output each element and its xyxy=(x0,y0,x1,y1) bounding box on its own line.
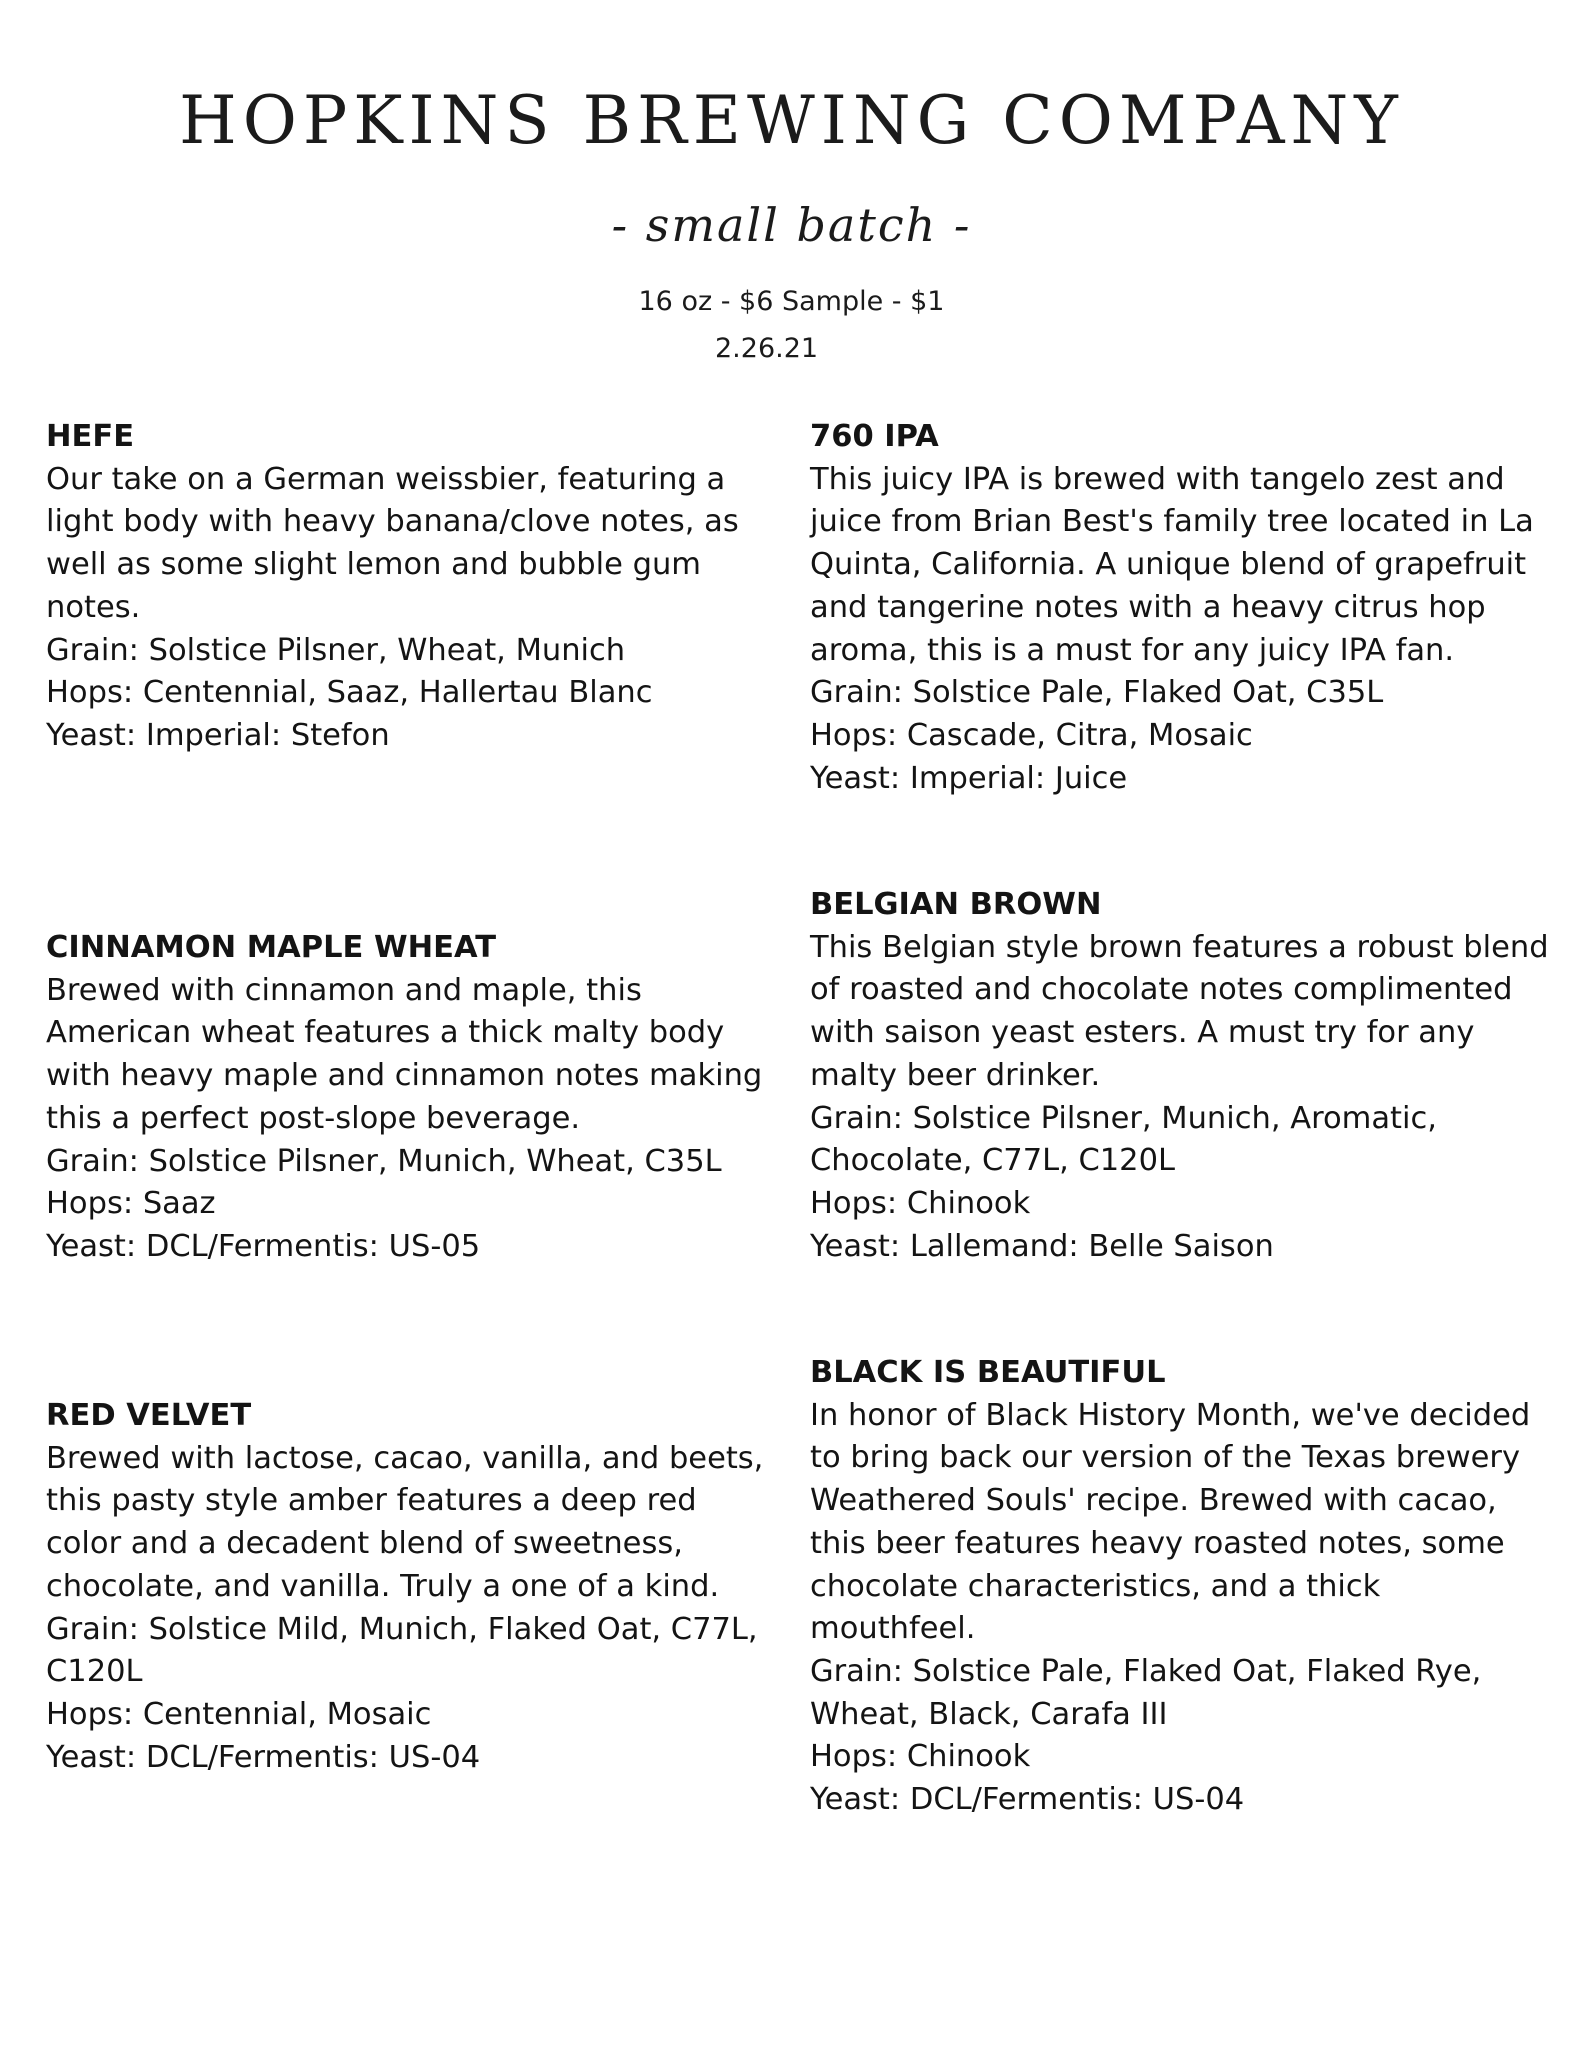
beer-grain: Grain: Solstice Pilsner, Munich, Wheat, C35L xyxy=(46,1143,722,1179)
beer-hops: Hops: Centennial, Mosaic xyxy=(46,1696,432,1732)
beer-name: 760 IPA xyxy=(810,419,939,454)
beer-entry-760-ipa xyxy=(810,416,1550,800)
beer-hops: Hops: Cascade, Citra, Mosaic xyxy=(810,717,1253,753)
beer-hops: Hops: Chinook xyxy=(810,1185,1031,1221)
beer-yeast: Yeast: DCL/Fermentis: US-05 xyxy=(46,1228,481,1264)
menu-subtitle: - small batch - xyxy=(611,198,972,252)
beer-name: BLACK IS BEAUTIFUL xyxy=(810,1355,1166,1390)
beer-name: BELGIAN BROWN xyxy=(810,887,1102,922)
beer-grain: Grain: Solstice Pilsner, Wheat, Munich xyxy=(46,632,626,668)
beer-grain: Grain: Solstice Pale, Flaked Oat, C35L xyxy=(810,675,1384,711)
beer-name: RED VELVET xyxy=(46,1398,252,1433)
beer-yeast: Yeast: DCL/Fermentis: US-04 xyxy=(46,1739,481,1775)
pricing-line: 16 oz - $6 Sample - $1 xyxy=(638,286,945,317)
beer-yeast: Yeast: Lallemand: Belle Saison xyxy=(810,1228,1274,1264)
brewery-title: HOPKINS BREWING COMPANY xyxy=(179,82,1404,159)
beer-entry-hefe xyxy=(46,416,766,758)
beer-hops: Hops: Chinook xyxy=(810,1739,1031,1775)
beer-grain: Grain: Solstice Pilsner, Munich, Aromatic, Chocolate, C77L, C120L xyxy=(810,1100,1437,1179)
menu-date: 2.26.21 xyxy=(715,333,819,364)
beer-entry-red-velvet xyxy=(46,1395,776,1779)
beer-description: Brewed with cinnamon and maple, this American wheat features a thick malty body with heavy maple and cinnamon notes making this a perfect post-slope beverage. xyxy=(46,972,763,1136)
beer-entry-belgian-brown xyxy=(810,884,1550,1268)
beer-description: This Belgian style brown features a robust blend of roasted and chocolate notes complimented with saison yeast esters. A must try for any malty beer drinker. xyxy=(810,929,1549,1093)
beer-description: In honor of Black History Month, we've decided to bring back our version of the Texas brewery Weathered Souls' recipe. Brewed with cacao, this beer features heavy roasted notes, some chocolate characteristics, and a thick mouthfeel. xyxy=(810,1397,1531,1647)
beer-grain: Grain: Solstice Mild, Munich, Flaked Oat, C77L, C120L xyxy=(46,1611,758,1690)
beer-description: Brewed with lactose, cacao, vanilla, and beets, this pasty style amber features a deep red color and a decadent blend of sweetness, chocolate, and vanilla. Truly a one of a kind. xyxy=(46,1440,764,1604)
beer-yeast: Yeast: Imperial: Juice xyxy=(810,760,1128,796)
beer-description: Our take on a German weissbier, featuring a light body with heavy banana/clove notes, as well as some slight lemon and bubble gum notes. xyxy=(46,461,739,625)
beer-yeast: Yeast: Imperial: Stefon xyxy=(46,717,390,753)
beer-yeast: Yeast: DCL/Fermentis: US-04 xyxy=(810,1782,1245,1818)
beer-name: CINNAMON MAPLE WHEAT xyxy=(46,930,497,965)
beer-hops: Hops: Centennial, Saaz, Hallertau Blanc xyxy=(46,675,653,711)
beer-grain: Grain: Solstice Pale, Flaked Oat, Flaked Rye, Wheat, Black, Carafa III xyxy=(810,1653,1482,1732)
beer-entry-black-is-beautiful xyxy=(810,1352,1550,1822)
beer-description: This juicy IPA is brewed with tangelo zest and juice from Brian Best's family tree located in La Quinta, California. A unique blend of grapefruit and tangerine notes with a heavy citrus hop aroma, this is a must for any juicy IPA fan. xyxy=(810,461,1534,668)
beer-entry-cinnamon-maple-wheat xyxy=(46,927,766,1269)
beer-hops: Hops: Saaz xyxy=(46,1186,216,1222)
beer-name: HEFE xyxy=(46,419,135,454)
